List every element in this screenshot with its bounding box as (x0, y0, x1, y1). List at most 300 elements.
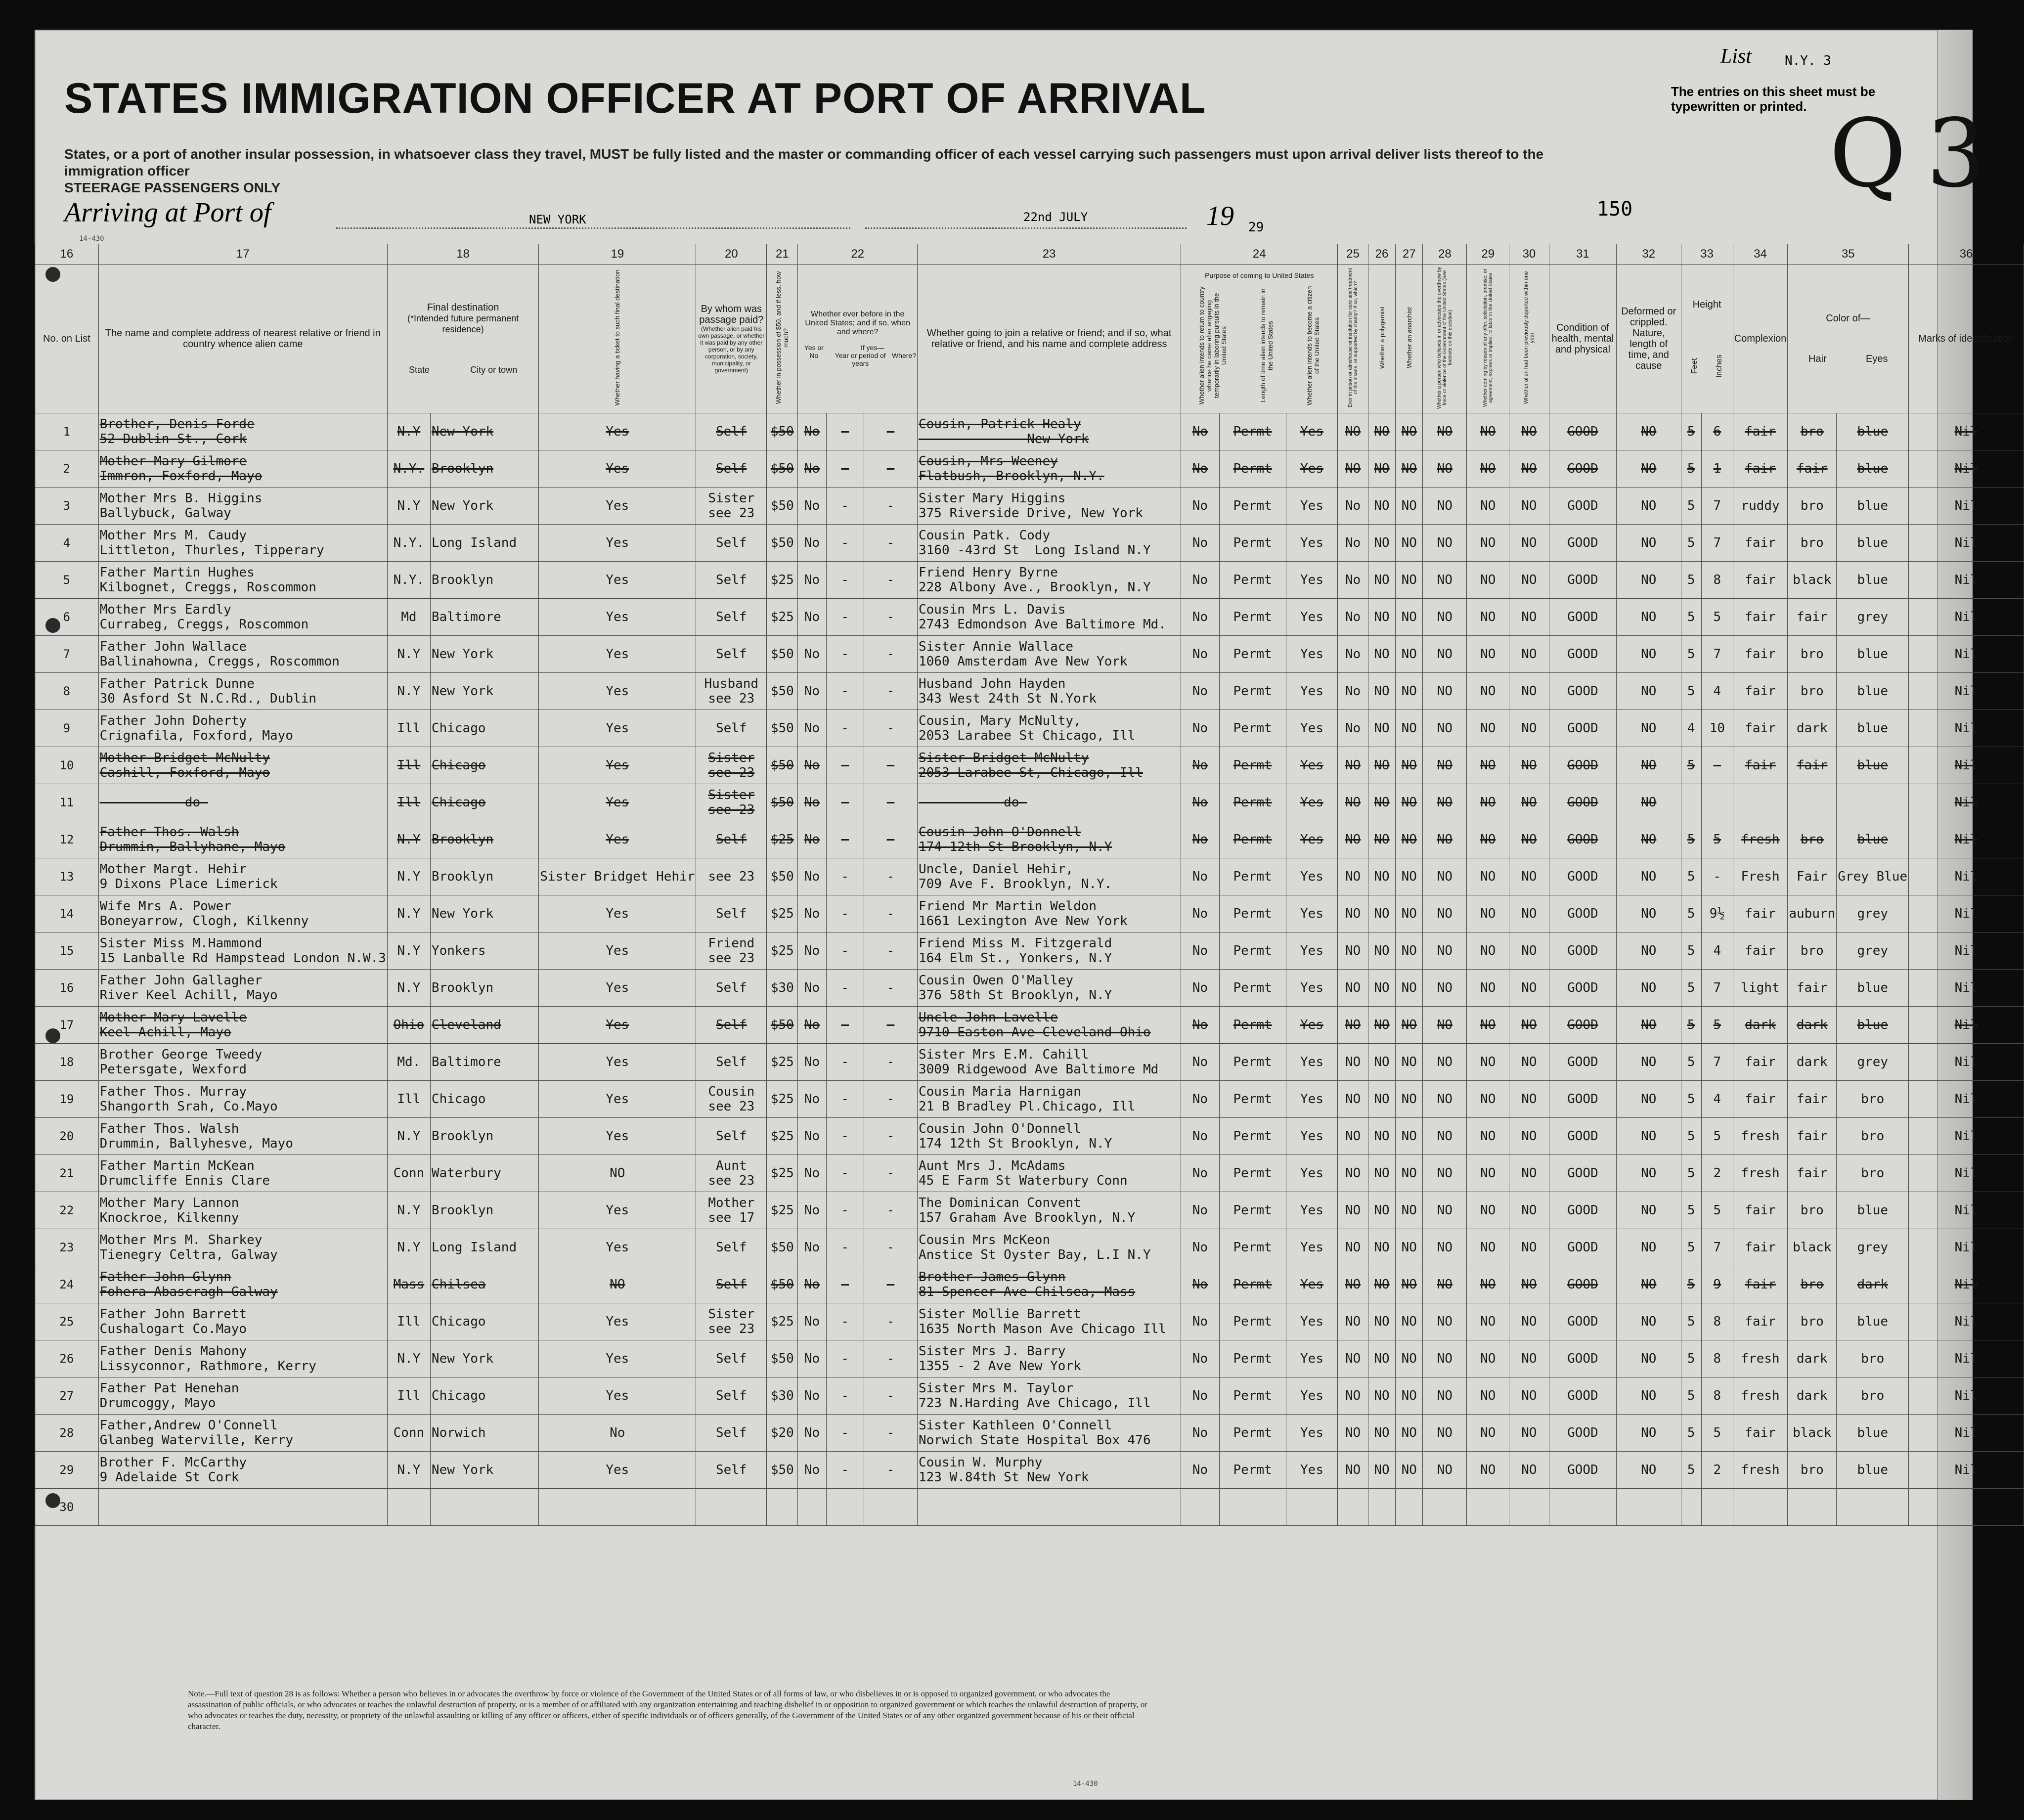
paid-by-cell: Self (696, 970, 767, 1007)
money-cell: $25 (767, 599, 798, 636)
polygamist-cell: NO (1368, 1266, 1395, 1303)
polygamist-cell: NO (1368, 1452, 1395, 1489)
hair-cell: dark (1788, 1007, 1837, 1044)
paid-by-cell: Self (696, 1452, 767, 1489)
deformed-cell (1617, 1489, 1681, 1526)
citizen-cell: Yes (1286, 525, 1338, 562)
citizen-cell: Yes (1286, 821, 1338, 858)
citizen-cell: Yes (1286, 636, 1338, 673)
header-prison (1338, 265, 1368, 413)
eyes-cell: grey (1837, 1044, 1909, 1081)
health-cell: GOOD (1549, 1266, 1616, 1303)
arrival-label: Arriving at Port of (64, 197, 271, 228)
header-ticket (539, 265, 696, 413)
relative-cell: Mother Mrs B. Higgins Ballybuck, Galway (98, 488, 387, 525)
q30-cell: NO (1509, 1377, 1549, 1415)
deformed-cell: NO (1617, 636, 1681, 673)
relative-cell: Father John Glynn Fohera Abascragh Galway (98, 1266, 387, 1303)
feet-cell: 5 (1681, 1266, 1701, 1303)
polygamist-cell: NO (1368, 932, 1395, 970)
state-cell: N.Y (387, 821, 430, 858)
table-row (35, 1303, 2024, 1340)
return-cell: No (1181, 932, 1220, 970)
money-cell: $50 (767, 1007, 798, 1044)
inches-cell: 7 (1701, 636, 1733, 673)
joining-cell: Sister Bridget McNulty 2053 Larabee St, Chicago, Ill (918, 747, 1181, 784)
relative-cell: Mother Mary Lannon Knockroe, Kilkenny (98, 1192, 387, 1229)
header-purpose-length: Length of time alien intends to remain in the United States (1259, 288, 1275, 403)
prison-cell: NO (1338, 450, 1368, 488)
city-cell: New York (430, 1340, 538, 1377)
q30-cell: NO (1509, 1229, 1549, 1266)
header-no-on-list: No. on List (35, 265, 99, 413)
header-purpose (1181, 265, 1338, 413)
hair-cell: black (1788, 1415, 1837, 1452)
inches-cell: 5 (1701, 1415, 1733, 1452)
where-cell: - (864, 895, 917, 932)
prison-cell: NO (1338, 1118, 1368, 1155)
ticket-cell: Yes (539, 895, 696, 932)
manifest-rows (35, 413, 2024, 1526)
complexion-cell: fair (1733, 1266, 1788, 1303)
table-row (35, 1118, 2024, 1155)
header-anarchist-label: Whether an anarchist (1405, 307, 1413, 368)
polygamist-cell: NO (1368, 1229, 1395, 1266)
prison-cell: NO (1338, 1155, 1368, 1192)
money-cell: $50 (767, 858, 798, 895)
row-number: 15 (35, 932, 99, 970)
length-cell: Permt (1219, 636, 1286, 673)
complexion-cell: fair (1733, 1192, 1788, 1229)
q28-cell: NO (1423, 1229, 1467, 1266)
paid-by-cell: Self (696, 1118, 767, 1155)
deformed-cell: NO (1617, 1044, 1681, 1081)
paid-by-cell: Self (696, 1044, 767, 1081)
relative-cell: Father Thos. Murray Shangorth Srah, Co.Mayo (98, 1081, 387, 1118)
paid-by-cell: Sister see 23 (696, 784, 767, 821)
hair-cell: bro (1788, 673, 1837, 710)
table-row (35, 450, 2024, 488)
row-number: 4 (35, 525, 99, 562)
row-number: 28 (35, 1415, 99, 1452)
col-number: 28 (1423, 244, 1467, 265)
complexion-cell: dark (1733, 1007, 1788, 1044)
table-row (35, 1415, 2024, 1452)
health-cell: GOOD (1549, 1118, 1616, 1155)
paid-by-cell: Husband see 23 (696, 673, 767, 710)
col-number: 20 (696, 244, 767, 265)
footnote: Note.—Full text of question 28 is as follows: Whether a person who believes in or advocates the overthrow by force or violence of the Government of the United States or of all forms of law, or who disbelieves in or is opposed to organized government, or who advocates the assassination of public officials, or who advocates or teaches the unlawful destruction of property, or is a member of or affiliated with any organization entertaining and teaching disbelief in or opposition to organized government or which teaches the unlawful destruction of property, or who advocates or teaches the duty, necessity, or propriety of the unlawful assaulting or killing of any officer or officers, either of specific individuals or of officers generally, of the Government of the United States or of any other organized government because of his or their official character. (188, 1689, 1148, 1731)
marks-cell: Nil (1909, 1266, 2024, 1303)
hair-cell: auburn (1788, 895, 1837, 932)
years-cell: - (826, 1452, 864, 1489)
return-cell (1181, 1489, 1220, 1526)
length-cell: Permt (1219, 1340, 1286, 1377)
length-cell: Permt (1219, 525, 1286, 562)
header-city: City or town (470, 365, 518, 375)
header-height-sub (1682, 355, 1732, 378)
q30-cell: NO (1509, 932, 1549, 970)
table-row (35, 1266, 2024, 1303)
header-q30 (1509, 265, 1549, 413)
health-cell: GOOD (1549, 1303, 1616, 1340)
q28-cell: NO (1423, 1081, 1467, 1118)
relative-cell: Father John Doherty Crignafila, Foxford, Mayo (98, 710, 387, 747)
citizen-cell: Yes (1286, 1081, 1338, 1118)
feet-cell: 5 (1681, 1081, 1701, 1118)
anarchist-cell: NO (1396, 488, 1423, 525)
q28-cell: NO (1423, 1340, 1467, 1377)
ticket-cell: Yes (539, 1044, 696, 1081)
relative-cell: Sister Miss M.Hammond 15 Lanballe Rd Hampstead London N.W.3 (98, 932, 387, 970)
feet-cell: 5 (1681, 895, 1701, 932)
header-color (1788, 265, 1909, 413)
q28-cell: NO (1423, 1266, 1467, 1303)
years-cell: - (826, 673, 864, 710)
relative-cell: Mother Bridget McNulty Cashill, Foxford, Mayo (98, 747, 387, 784)
where-cell: - (864, 1192, 917, 1229)
joining-cell (918, 1489, 1181, 1526)
length-cell: Permt (1219, 1155, 1286, 1192)
where-cell: - (864, 673, 917, 710)
eyes-cell (1837, 1489, 1909, 1526)
polygamist-cell: NO (1368, 1007, 1395, 1044)
joining-cell: Friend Miss M. Fitzgerald 164 Elm St., Yonkers, N.Y (918, 932, 1181, 970)
q30-cell: NO (1509, 413, 1549, 450)
q29-cell: NO (1467, 932, 1509, 970)
city-cell: Brooklyn (430, 450, 538, 488)
polygamist-cell: NO (1368, 1155, 1395, 1192)
citizen-cell: Yes (1286, 1229, 1338, 1266)
col-number: 19 (539, 244, 696, 265)
paid-by-cell: Self (696, 562, 767, 599)
length-cell: Permt (1219, 1192, 1286, 1229)
deformed-cell: NO (1617, 673, 1681, 710)
eyes-cell: blue (1837, 1452, 1909, 1489)
hair-cell: bro (1788, 1192, 1837, 1229)
where-cell: - (864, 1155, 917, 1192)
citizen-cell: Yes (1286, 673, 1338, 710)
health-cell: GOOD (1549, 1044, 1616, 1081)
polygamist-cell: NO (1368, 858, 1395, 895)
feet-cell: 5 (1681, 1044, 1701, 1081)
where-cell: - (864, 1303, 917, 1340)
years-cell: - (826, 413, 864, 450)
anarchist-cell: NO (1396, 1118, 1423, 1155)
deformed-cell: NO (1617, 1155, 1681, 1192)
q30-cell: NO (1509, 636, 1549, 673)
header-money (767, 265, 798, 413)
state-cell: Ill (387, 784, 430, 821)
polygamist-cell: NO (1368, 1118, 1395, 1155)
header-height-label: Height (1692, 299, 1721, 311)
before-cell: No (798, 1118, 826, 1155)
marks-cell: Nil (1909, 932, 2024, 970)
eyes-cell: blue (1837, 821, 1909, 858)
years-cell: - (826, 525, 864, 562)
header-if-yes: If yes— (860, 344, 884, 352)
row-number: 12 (35, 821, 99, 858)
col-number: 35 (1788, 244, 1909, 265)
marks-cell: Nil (1909, 1377, 2024, 1415)
polygamist-cell: NO (1368, 488, 1395, 525)
feet-cell: 5 (1681, 413, 1701, 450)
where-cell: - (864, 710, 917, 747)
q29-cell: NO (1467, 710, 1509, 747)
hair-cell: bro (1788, 1266, 1837, 1303)
health-cell: GOOD (1549, 673, 1616, 710)
q28-cell (1423, 1489, 1467, 1526)
q30-cell: NO (1509, 1081, 1549, 1118)
anarchist-cell: NO (1396, 1044, 1423, 1081)
feet-cell: 5 (1681, 1303, 1701, 1340)
arrival-year-suffix: 29 (1248, 220, 1264, 235)
hair-cell: fair (1788, 1155, 1837, 1192)
length-cell: Permt (1219, 673, 1286, 710)
city-cell: Chicago (430, 1377, 538, 1415)
length-cell: Permt (1219, 1377, 1286, 1415)
hair-cell: fair (1788, 970, 1837, 1007)
before-cell: No (798, 858, 826, 895)
ticket-cell: NO (539, 1155, 696, 1192)
marks-cell: Nil (1909, 1415, 2024, 1452)
hair-cell (1788, 784, 1837, 821)
relative-cell: Father John Wallace Ballinahowna, Creggs, Roscommon (98, 636, 387, 673)
state-cell (387, 1489, 430, 1526)
table-row (35, 747, 2024, 784)
ticket-cell: Yes (539, 821, 696, 858)
complexion-cell (1733, 1489, 1788, 1526)
table-row (35, 858, 2024, 895)
q29-cell: NO (1467, 747, 1509, 784)
anarchist-cell: NO (1396, 1229, 1423, 1266)
complexion-cell: fair (1733, 673, 1788, 710)
years-cell: - (826, 450, 864, 488)
joining-cell: The Dominican Convent 157 Graham Ave Brooklyn, N.Y (918, 1192, 1181, 1229)
state-cell: N.Y (387, 1452, 430, 1489)
header-feet: Feet (1690, 358, 1699, 374)
hair-cell: fair (1788, 747, 1837, 784)
header-purpose-label: Purpose of coming to United States (1205, 271, 1314, 279)
ticket-cell: Yes (539, 710, 696, 747)
prison-cell: NO (1338, 1452, 1368, 1489)
marks-cell: Nil (1909, 747, 2024, 784)
city-cell (430, 1489, 538, 1526)
city-cell: New York (430, 488, 538, 525)
anarchist-cell: NO (1396, 525, 1423, 562)
return-cell: No (1181, 784, 1220, 821)
hair-cell: black (1788, 1229, 1837, 1266)
complexion-cell: fair (1733, 1229, 1788, 1266)
prison-cell: No (1338, 636, 1368, 673)
inches-cell: 7 (1701, 970, 1733, 1007)
state-cell: N.Y (387, 673, 430, 710)
deformed-cell: NO (1617, 599, 1681, 636)
citizen-cell: Yes (1286, 932, 1338, 970)
state-cell: N.Y (387, 1118, 430, 1155)
row-number: 26 (35, 1340, 99, 1377)
complexion-cell: light (1733, 970, 1788, 1007)
eyes-cell: grey (1837, 1229, 1909, 1266)
complexion-cell: fair (1733, 747, 1788, 784)
health-cell: GOOD (1549, 1229, 1616, 1266)
col-number: 21 (767, 244, 798, 265)
citizen-cell: Yes (1286, 1452, 1338, 1489)
before-cell: No (798, 1229, 826, 1266)
complexion-cell (1733, 784, 1788, 821)
q28-cell: NO (1423, 450, 1467, 488)
row-number: 13 (35, 858, 99, 895)
inches-cell: 7 (1701, 1229, 1733, 1266)
money-cell: $50 (767, 747, 798, 784)
row-number: 23 (35, 1229, 99, 1266)
col-number: 34 (1733, 244, 1788, 265)
feet-cell: 4 (1681, 710, 1701, 747)
before-cell: No (798, 821, 826, 858)
q29-cell: NO (1467, 1377, 1509, 1415)
money-cell (767, 1489, 798, 1526)
deformed-cell: NO (1617, 1118, 1681, 1155)
years-cell: - (826, 932, 864, 970)
q30-cell: NO (1509, 488, 1549, 525)
table-row (35, 562, 2024, 599)
paid-by-cell: Sister see 23 (696, 747, 767, 784)
prison-cell: NO (1338, 821, 1368, 858)
years-cell (826, 1489, 864, 1526)
health-cell: GOOD (1549, 1155, 1616, 1192)
citizen-cell: Yes (1286, 1415, 1338, 1452)
eyes-cell: blue (1837, 1192, 1909, 1229)
marks-cell: Nil (1909, 1118, 2024, 1155)
inches-cell: 8 (1701, 1377, 1733, 1415)
anarchist-cell: NO (1396, 784, 1423, 821)
table-row (35, 1340, 2024, 1377)
header-final-destination (387, 265, 538, 413)
complexion-cell: fair (1733, 450, 1788, 488)
prison-cell: NO (1338, 784, 1368, 821)
joining-cell: Cousin Mrs L. Davis 2743 Edmondson Ave Baltimore Md. (918, 599, 1181, 636)
joining-cell: Friend Mr Martin Weldon 1661 Lexington Ave New York (918, 895, 1181, 932)
return-cell: No (1181, 821, 1220, 858)
health-cell: GOOD (1549, 1452, 1616, 1489)
q29-cell: NO (1467, 895, 1509, 932)
relative-cell: Brother George Tweedy Petersgate, Wexford (98, 1044, 387, 1081)
table-row (35, 1155, 2024, 1192)
city-cell: Long Island (430, 1229, 538, 1266)
q30-cell: NO (1509, 1452, 1549, 1489)
q30-cell: NO (1509, 1007, 1549, 1044)
q30-cell: NO (1509, 562, 1549, 599)
before-cell: No (798, 636, 826, 673)
col-number: 24 (1181, 244, 1338, 265)
deformed-cell: NO (1617, 1229, 1681, 1266)
table-row (35, 413, 2024, 450)
state-cell: N.Y (387, 488, 430, 525)
inches-cell: 5 (1701, 1007, 1733, 1044)
money-cell: $25 (767, 1118, 798, 1155)
column-number-row (35, 244, 2024, 265)
anarchist-cell: NO (1396, 673, 1423, 710)
header-year-where (829, 352, 916, 367)
marks-cell: Nil (1909, 1229, 2024, 1266)
before-cell: No (798, 562, 826, 599)
prison-cell: NO (1338, 1377, 1368, 1415)
q29-cell: NO (1467, 413, 1509, 450)
date-line (865, 227, 1187, 229)
return-cell: No (1181, 1155, 1220, 1192)
complexion-cell: fair (1733, 525, 1788, 562)
q28-cell: NO (1423, 932, 1467, 970)
city-cell: New York (430, 636, 538, 673)
joining-cell: Cousin John O'Donnell 174 12th St Brooklyn, N.Y (918, 1118, 1181, 1155)
eyes-cell: bro (1837, 1155, 1909, 1192)
complexion-cell: fair (1733, 599, 1788, 636)
complexion-cell: ruddy (1733, 488, 1788, 525)
relative-cell: Father Martin Hughes Kilbognet, Creggs, Roscommon (98, 562, 387, 599)
years-cell: - (826, 1192, 864, 1229)
marks-cell: Nil (1909, 821, 2024, 858)
feet-cell: 5 (1681, 1452, 1701, 1489)
return-cell: No (1181, 599, 1220, 636)
table-row (35, 784, 2024, 821)
eyes-cell: blue (1837, 1303, 1909, 1340)
eyes-cell: bro (1837, 1081, 1909, 1118)
q28-cell: NO (1423, 1007, 1467, 1044)
city-cell: Chicago (430, 747, 538, 784)
health-cell: GOOD (1549, 525, 1616, 562)
deformed-cell: NO (1617, 821, 1681, 858)
header-if-yes-group (829, 344, 916, 367)
citizen-cell: Yes (1286, 1007, 1338, 1044)
header-final-destination-note: (*Intended future permanent residence) (407, 313, 519, 334)
before-cell: No (798, 710, 826, 747)
feet-cell: 5 (1681, 636, 1701, 673)
city-cell: Brooklyn (430, 1192, 538, 1229)
money-cell: $30 (767, 970, 798, 1007)
city-cell: Norwich (430, 1415, 538, 1452)
joining-cell: Sister Mrs J. Barry 1355 - 2 Ave New York (918, 1340, 1181, 1377)
prison-cell: NO (1338, 1303, 1368, 1340)
row-number: 24 (35, 1266, 99, 1303)
relative-cell: Father Denis Mahony Lissyconnor, Rathmore, Kerry (98, 1340, 387, 1377)
table-row (35, 932, 2024, 970)
years-cell: - (826, 1229, 864, 1266)
health-cell: GOOD (1549, 932, 1616, 970)
feet-cell (1681, 1489, 1701, 1526)
money-cell: $25 (767, 1044, 798, 1081)
where-cell: - (864, 1229, 917, 1266)
length-cell: Permt (1219, 710, 1286, 747)
ticket-cell: Yes (539, 673, 696, 710)
q30-cell (1509, 1489, 1549, 1526)
years-cell: - (826, 1044, 864, 1081)
row-number: 16 (35, 970, 99, 1007)
before-cell: No (798, 599, 826, 636)
q29-cell: NO (1467, 858, 1509, 895)
col-number: 30 (1509, 244, 1549, 265)
complexion-cell: fair (1733, 932, 1788, 970)
complexion-cell: fair (1733, 895, 1788, 932)
before-cell: No (798, 413, 826, 450)
row-number: 22 (35, 1192, 99, 1229)
polygamist-cell: NO (1368, 747, 1395, 784)
anarchist-cell: NO (1396, 599, 1423, 636)
money-cell: $50 (767, 1266, 798, 1303)
relative-cell: Mother Mrs Eardly Currabeg, Creggs, Roscommon (98, 599, 387, 636)
feet-cell: 5 (1681, 450, 1701, 488)
where-cell: - (864, 821, 917, 858)
before-cell: No (798, 488, 826, 525)
